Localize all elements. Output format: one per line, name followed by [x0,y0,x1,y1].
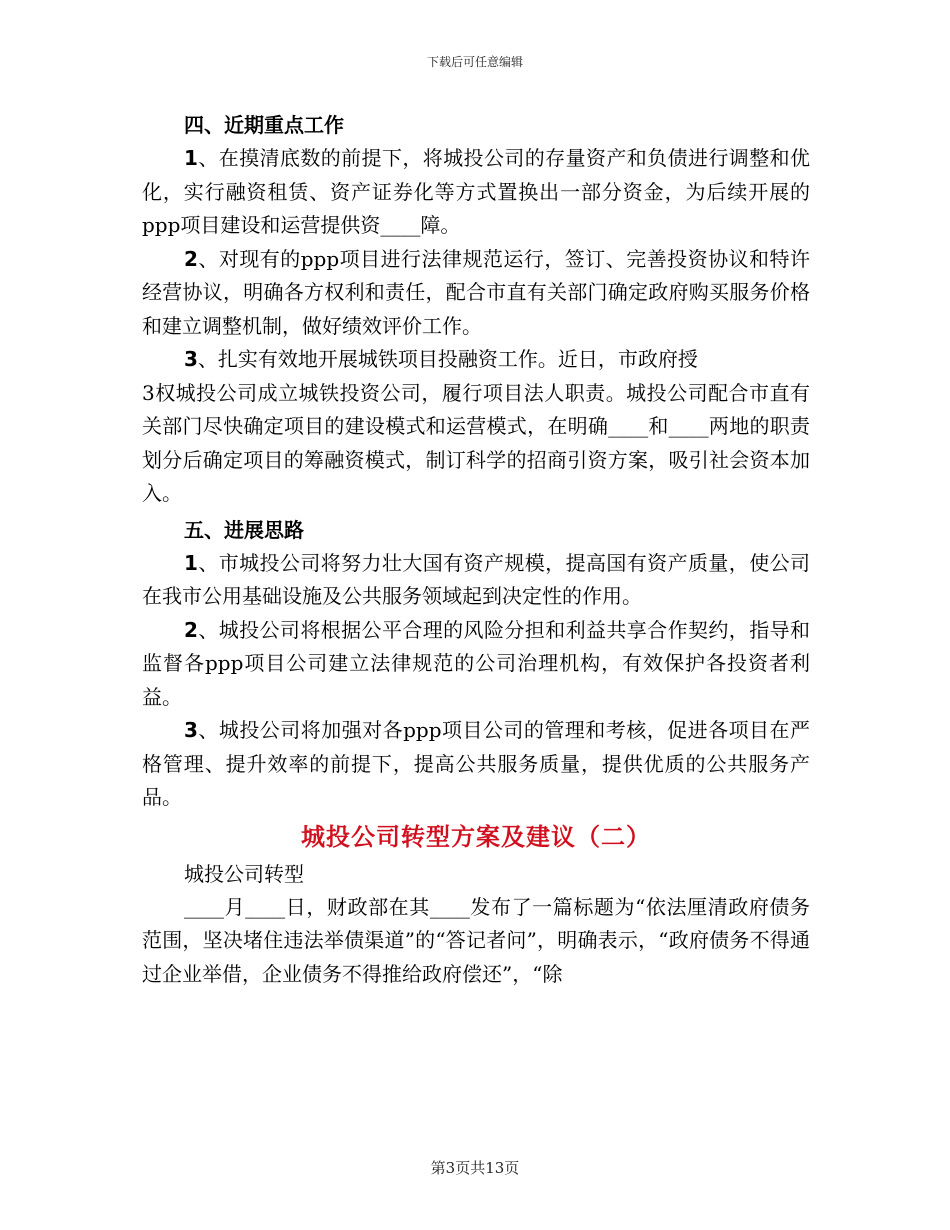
page-footer: 第3页共13页 [430,1159,520,1177]
item-number: 3 [184,347,198,371]
page-header: 下载后可任意编辑 [426,55,523,69]
item-number: 1 [184,146,198,170]
section5-item-1 [142,547,810,614]
part2-title: 城投公司转型方案及建议（二） [301,821,651,851]
section5-item-2 [142,614,810,715]
section4-item-3 [142,343,810,377]
item-text: 、在摸清底数的前提下，将城投公司的存量资产和负债进行调整和优化，实行融资租赁、资产证券化等方式置换出一部分资金，为后续开展的ppp项目建设和运营提供资____障。 [142,146,810,237]
item-text: 、市城投公司将努力壮大国有资产规模，提高国有资产质量，使公司在我市公用基础设施及公共服务领域起到决定性的作用。 [142,550,810,608]
part2-paragraph: ____月____日，财政部在其____发布了一篇标题为“依法厘清政府债务范围，坚决堵住违法举债渠道”的“答记者问”，明确表示，“政府债务不得通过企业举借，企业债务不得推给政府偿还”，“除 [142,894,810,986]
part2-subtitle: 城投公司转型 [184,861,304,886]
item-number: 2 [184,246,198,271]
item-text: 、对现有的ppp项目进行法律规范运行，签订、完善投资协议和特许经营协议，明确各方权利和责任，配合市直有关部门确定政府购买服务价格和建立调整机制，做好绩效评价工作。 [142,246,810,338]
item-text: 、城投公司将加强对各ppp项目公司的管理和考核，促进各项目在严格管理、提升效率的前提下，提高公共服务质量，提供优质的公共服务产品。 [142,718,810,809]
item-number: 1 [184,550,198,575]
document-body [142,108,810,991]
item-text: 、扎实有效地开展城铁项目投融资工作。近日，市政府授 [197,347,698,371]
section5-item-3 [142,714,810,815]
section4-item-1 [142,142,810,243]
item-number: 3 [184,718,198,742]
section-heading-5: 五、进展思路 [184,517,304,542]
section4-item-2 [142,243,810,344]
section-heading-4: 四、近期重点工作 [184,113,344,137]
item-text: 、城投公司将根据公平合理的风险分担和利益共享合作契约，指导和监督各ppp项目公司建立法律规范的公司治理机构，有效保护各投资者利益。 [142,617,810,709]
item-number: 2 [184,617,198,642]
section4-item-3-continuation: 3权城投公司成立城铁投资公司，履行项目法人职责。城投公司配合市直有关部门尽快确定项目的建设模式和运营模式，在明确____和____两地的职责划分后确定项目的筹融资模式，制订科学的招商引资方案，吸引社会资本加入。 [142,380,810,505]
